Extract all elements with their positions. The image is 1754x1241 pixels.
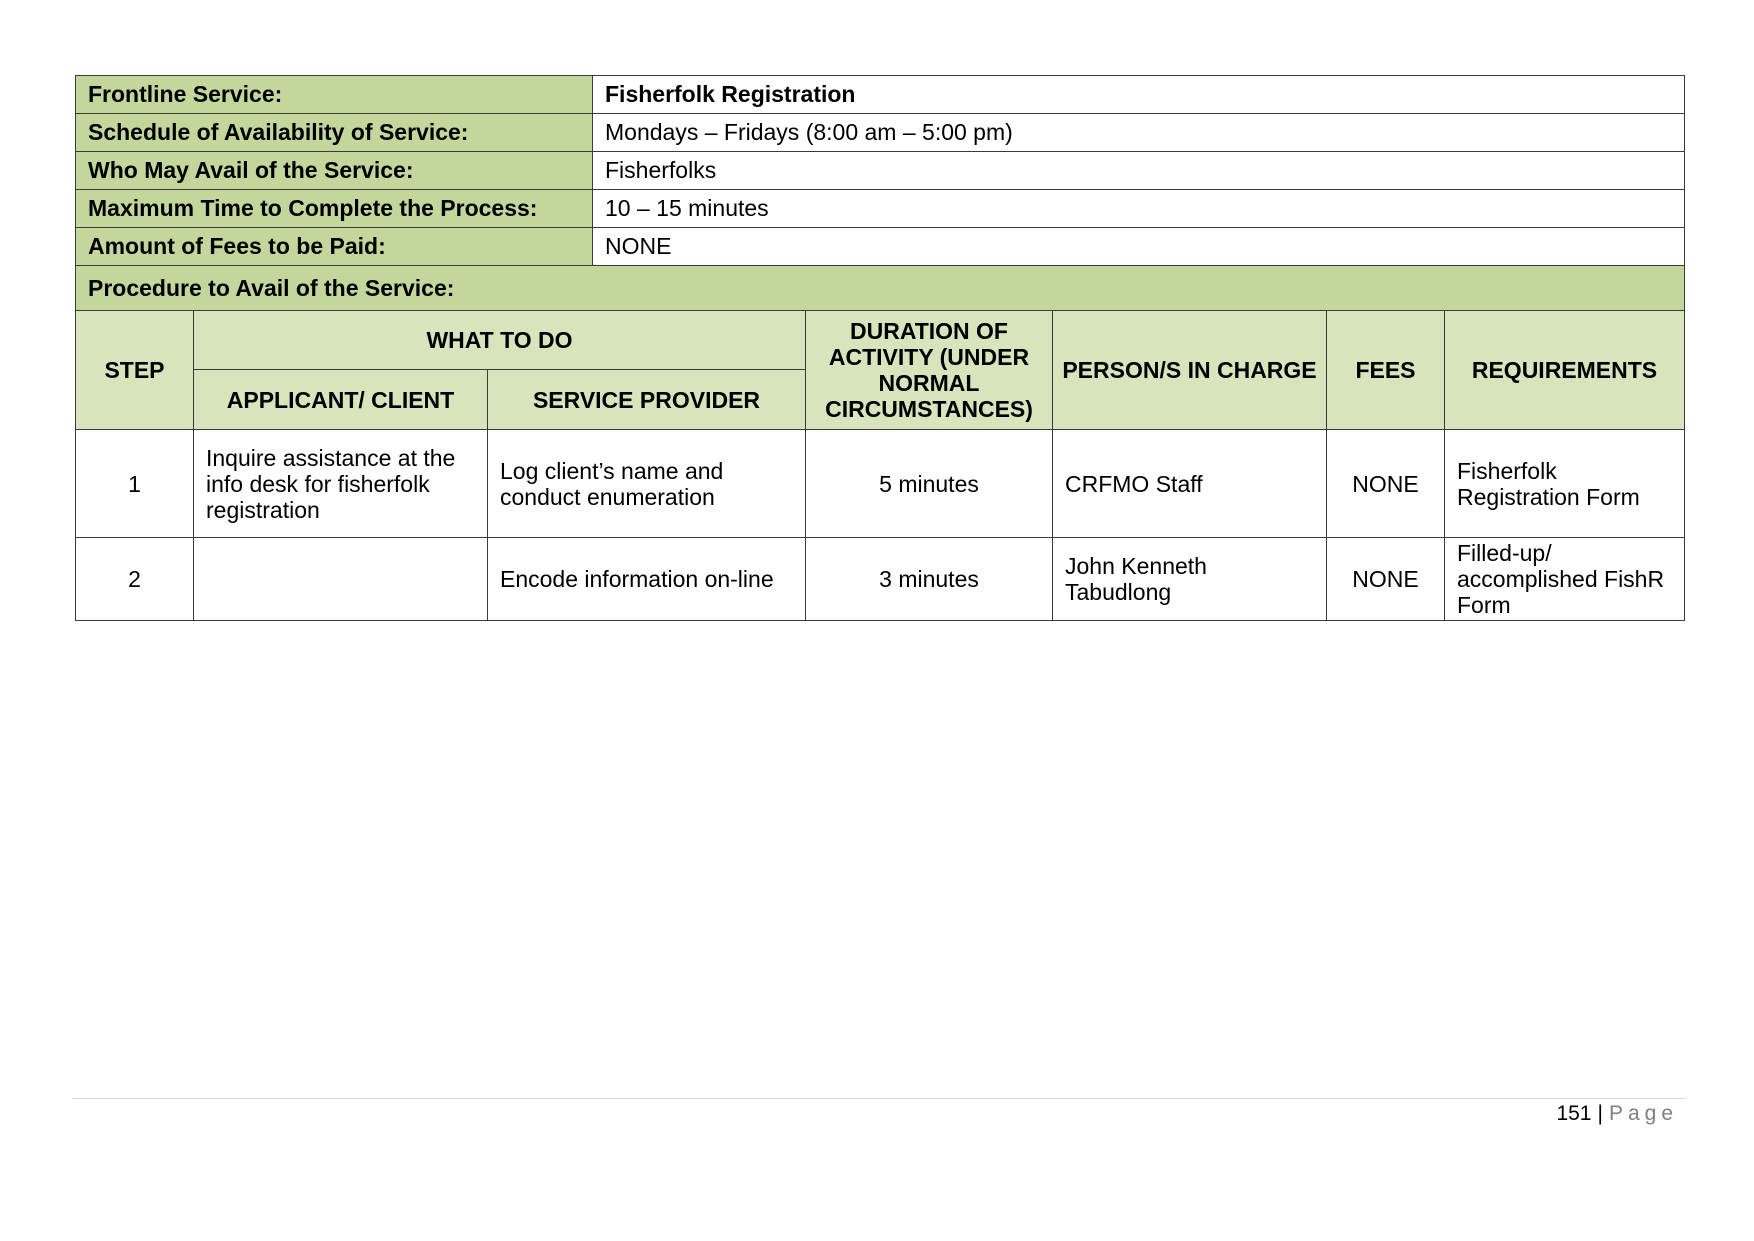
frontline-service-value: Fisherfolk Registration [593, 76, 1685, 114]
header-row-top [76, 311, 1685, 370]
table-row [76, 538, 1685, 621]
fees-value: NONE [1327, 538, 1445, 621]
info-row-schedule [76, 114, 1685, 152]
page-footer [1556, 1102, 1678, 1126]
what-to-do-header: WHAT TO DO [194, 311, 806, 370]
duration-header: DURATION OF ACTIVITY (UNDER NORMAL CIRCUMSTANCES) [806, 311, 1053, 430]
fees-amount-value: NONE [593, 228, 1685, 266]
provider-action: Encode information on-line [488, 538, 806, 621]
fees-amount-label: Amount of Fees to be Paid: [76, 228, 593, 266]
page-number: 151 [1556, 1102, 1592, 1125]
service-table [75, 75, 1685, 621]
person-in-charge-value: John Kenneth Tabudlong [1053, 538, 1327, 621]
info-row-max-time [76, 190, 1685, 228]
person-in-charge-value: CRFMO Staff [1053, 430, 1327, 538]
schedule-label: Schedule of Availability of Service: [76, 114, 593, 152]
requirements-value: Filled-up/ accomplished FishR Form [1445, 538, 1685, 621]
max-time-value: 10 – 15 minutes [593, 190, 1685, 228]
duration-value: 5 minutes [806, 430, 1053, 538]
frontline-service-label: Frontline Service: [76, 76, 593, 114]
page-separator: | [1597, 1102, 1603, 1125]
info-row-frontline-service [76, 76, 1685, 114]
step-number: 2 [76, 538, 194, 621]
duration-value: 3 minutes [806, 538, 1053, 621]
service-provider-header: SERVICE PROVIDER [488, 370, 806, 430]
table-row [76, 430, 1685, 538]
fees-header: FEES [1327, 311, 1445, 430]
procedure-row [76, 266, 1685, 311]
applicant-action [194, 538, 488, 621]
fees-value: NONE [1327, 430, 1445, 538]
applicant-client-header: APPLICANT/ CLIENT [194, 370, 488, 430]
requirements-header: REQUIREMENTS [1445, 311, 1685, 430]
footer-divider [72, 1098, 1686, 1099]
who-may-avail-label: Who May Avail of the Service: [76, 152, 593, 190]
person-in-charge-header: PERSON/S IN CHARGE [1053, 311, 1327, 430]
procedure-label: Procedure to Avail of the Service: [76, 266, 1685, 311]
requirements-value: Fisherfolk Registration Form [1445, 430, 1685, 538]
info-row-fees [76, 228, 1685, 266]
step-header: STEP [76, 311, 194, 430]
info-row-who-may-avail [76, 152, 1685, 190]
applicant-action: Inquire assistance at the info desk for fisherfolk registration [194, 430, 488, 538]
page-word: Page [1608, 1102, 1678, 1125]
who-may-avail-value: Fisherfolks [593, 152, 1685, 190]
step-number: 1 [76, 430, 194, 538]
schedule-value: Mondays – Fridays (8:00 am – 5:00 pm) [593, 114, 1685, 152]
max-time-label: Maximum Time to Complete the Process: [76, 190, 593, 228]
provider-action: Log client’s name and conduct enumeration [488, 430, 806, 538]
